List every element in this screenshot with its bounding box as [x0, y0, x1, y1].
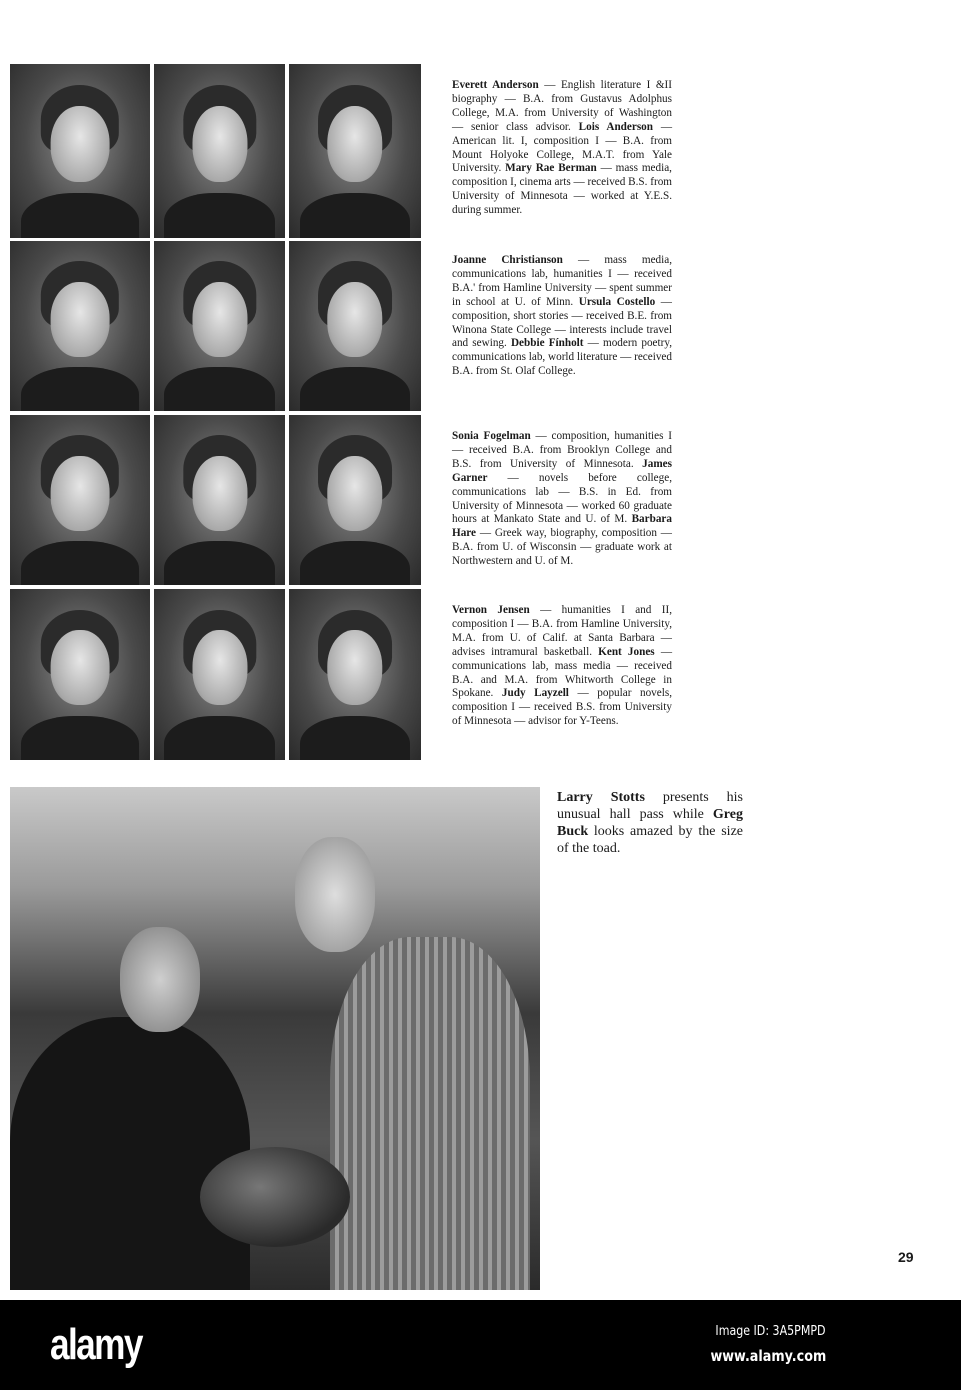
description-text: looks amazed by the size of the toad.	[557, 824, 743, 856]
watermark-band	[0, 1300, 961, 1390]
description-text: — English literature I &II biography — B.A. from Gustavus Adolphus College, M.A. from University of Washington — senior class advisor.	[452, 79, 672, 133]
photo-caption	[557, 789, 743, 857]
person-name: Barbara Hare	[452, 513, 672, 540]
description-text: — novels before college, communications lab — B.S. in Ed. from University of Minnesota — worked 60 graduate hours at Mankato State and U. of M.	[452, 471, 672, 526]
image-id: Image ID: 3A5PMPD	[715, 1324, 826, 1339]
portrait-photo	[154, 415, 285, 585]
description-text: — mass media, communications lab, humanities I — received B.A.' from Hamline University — spent summer in school at U. of Minn.	[452, 254, 672, 308]
portrait-photo	[289, 415, 421, 585]
person-name: Sonia Fogelman	[452, 430, 531, 442]
portrait-photo	[10, 64, 150, 238]
person-name: Mary Rae Berman	[505, 162, 597, 175]
portrait-photo	[10, 241, 150, 411]
alamy-logo: alamy	[50, 1320, 142, 1369]
description-text: — humanities I and II, composition I — B.A. from Hamline University, M.A. from U. of Calif. at Santa Barbara — advises intramural basketball.	[452, 604, 672, 658]
classroom-toad-photo	[10, 787, 540, 1290]
description-text: — modern poetry, communications lab, world literature — received B.A. from St. Olaf College.	[452, 337, 672, 378]
watermark-url: www.alamy.com	[710, 1347, 826, 1365]
person-name: Kent Jones	[598, 645, 655, 658]
person-name: James Garner	[452, 457, 672, 484]
description-text: — composition, humanities I — received B.A. from Brooklyn College and B.S. from University of Minnesota.	[452, 430, 672, 470]
person-name: Everett Anderson	[452, 79, 539, 91]
person-name: Joanne Christianson	[452, 254, 563, 266]
portrait-photo	[10, 415, 150, 585]
person-name: Judy Layzell	[501, 687, 569, 700]
portrait-photo	[10, 589, 150, 760]
bio-block-3	[452, 430, 672, 569]
person-name: Lois Anderson	[578, 120, 653, 133]
description-text: — popular novels, composition I — received B.S. from University of Minnesota — advisor for Y-Teens.	[452, 687, 673, 728]
description-text: — composition, short stories — received B.E. from Winona State College — interests include travel and sewing.	[452, 295, 672, 350]
description-text: — Greek way, biography, composition — B.A. from U. of Wisconsin — graduate work at Northwestern and U. of M.	[452, 527, 672, 568]
description-text: — mass media, composition I, cinema arts — received B.S. from University of Minnesota — worked at Y.E.S. during summer.	[452, 162, 672, 217]
person-name: Debbie Fínholt	[510, 337, 584, 350]
description-text: — communications lab, mass media — received B.A. and M.A. from Whitworth College in Spokane.	[452, 645, 672, 700]
portrait-photo	[154, 241, 285, 411]
portrait-photo	[289, 241, 421, 411]
person-name: Ursula Costello	[578, 295, 656, 308]
portrait-photo	[289, 589, 421, 760]
person-name: Larry Stotts	[557, 790, 645, 805]
portrait-photo	[154, 64, 285, 238]
description-text: presents his unusual hall pass while	[557, 790, 743, 822]
description-text: — American lit. I, composition I — B.A. from Mount Holyoke College, M.A.T. from Yale University.	[452, 120, 673, 175]
page-number: 29	[898, 1249, 914, 1265]
person-name: Vernon Jensen	[452, 604, 530, 616]
portrait-photo	[154, 589, 285, 760]
bio-block-2	[452, 254, 672, 379]
person-name: Greg Buck	[557, 807, 743, 839]
bio-block-4	[452, 604, 672, 729]
portrait-photo	[289, 64, 421, 238]
bio-block-1	[452, 79, 672, 218]
